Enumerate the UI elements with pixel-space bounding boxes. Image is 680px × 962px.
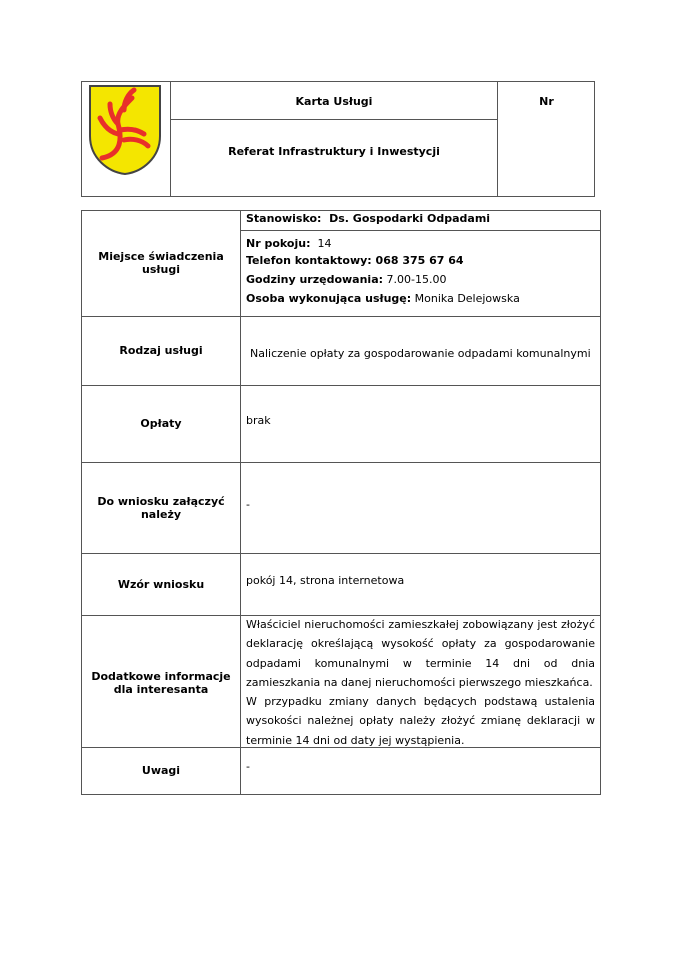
person-label: Osoba wykonująca usługę:	[246, 292, 412, 305]
column-divider	[240, 210, 241, 795]
header-department-cell	[171, 120, 498, 197]
phone-label: Telefon kontaktowy:	[246, 254, 372, 267]
phone-value: 068 375 67 64	[375, 254, 464, 267]
row-divider	[240, 230, 601, 231]
room-label: Nr pokoju:	[246, 237, 311, 250]
notes-label: Uwagi	[141, 764, 181, 777]
additional-info-paragraph-2: W przypadku zmiany danych będących podstawą ustalenia wysokości należnej opłaty należy złożyć zmianę deklaracji w terminie 14 dni od daty jej wystąpienia.	[246, 695, 595, 747]
position-value: Ds. Gospodarki Odpadami	[329, 212, 491, 225]
room-value: 14	[317, 237, 332, 250]
phone-line	[246, 254, 596, 267]
nr-label: Nr	[539, 95, 554, 108]
form-template-label: Wzór wniosku	[117, 578, 205, 591]
attachments-label: Do wniosku załączyć należy	[97, 495, 225, 521]
hours-value: 7.00-15.00	[386, 273, 447, 286]
hours-line	[246, 273, 596, 286]
location-label: Miejsce świadczenia usługi	[98, 250, 224, 276]
row-divider	[81, 385, 601, 386]
fees-value: brak	[246, 414, 271, 427]
fees-label: Opłaty	[140, 417, 182, 430]
notes-value: -	[246, 760, 250, 773]
page-title: Karta Usługi	[295, 95, 373, 108]
row-divider	[81, 553, 601, 554]
row-divider	[81, 316, 601, 317]
position-line	[246, 212, 596, 225]
hours-label: Godziny urzędowania:	[246, 273, 384, 286]
attachments-value: -	[246, 498, 250, 511]
room-line	[246, 237, 596, 250]
service-type-label: Rodzaj usługi	[119, 344, 203, 357]
row-divider	[81, 462, 601, 463]
person-value: Monika Delejowska	[414, 292, 520, 305]
header-logo-cell	[81, 81, 171, 197]
coat-of-arms-icon	[88, 84, 162, 176]
header-title-cell	[171, 81, 498, 120]
additional-info-label: Dodatkowe informacje dla interesanta	[91, 670, 231, 696]
department-name: Referat Infrastruktury i Inwestycji	[228, 145, 440, 158]
additional-info-value	[246, 615, 595, 750]
person-line	[246, 292, 596, 305]
position-label: Stanowisko:	[246, 212, 322, 225]
additional-info-paragraph-1: Właściciel nieruchomości zamieszkałej zobowiązany jest złożyć deklarację określającą wysokość opłaty za gospodarowanie odpadami komunalnymi w terminie 14 dni od dnia zamieszkania na danej nieruchomości pierwszego mieszkańca.	[246, 618, 595, 689]
form-template-value: pokój 14, strona internetowa	[246, 574, 405, 587]
service-type-value: Naliczenie opłaty za gospodarowanie odpadami komunalnymi	[250, 347, 591, 360]
